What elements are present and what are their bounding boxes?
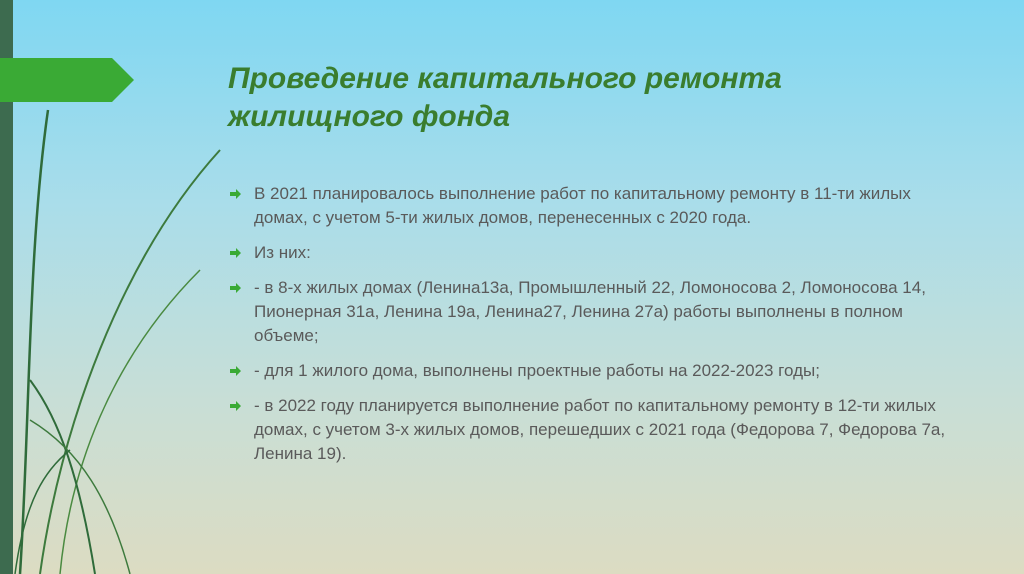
- bullet-item: [228, 182, 968, 230]
- arrow-right-icon: [228, 276, 242, 300]
- bullet-item: [228, 394, 968, 466]
- bullet-text: - в 8-х жилых домах (Ленина13а, Промышленный 22, Ломоносова 2, Ломоносова 14, Пионерная 31а, Ленина 19а, Ленина27, Ленина 27а) работы выполнены в полном объеме;: [254, 278, 926, 345]
- arrow-right-icon: [228, 241, 242, 265]
- bullet-text: В 2021 планировалось выполнение работ по капитальному ремонту в 11-ти жилых домах, с учетом 5-ти жилых домов, перенесенных с 2020 года.: [254, 184, 911, 227]
- arrow-right-icon: [228, 359, 242, 383]
- arrow-right-icon: [228, 394, 242, 418]
- bullet-text: Из них:: [254, 243, 311, 262]
- bullet-list: [228, 182, 968, 477]
- bullet-text: - в 2022 году планируется выполнение работ по капитальному ремонту в 12-ти жилых домах, с учетом 3-х жилых домов, перешедших с 2021 года (Федорова 7, Федорова 7а, Ленина 19).: [254, 396, 946, 463]
- title-arrow-shape: [0, 58, 134, 102]
- arrow-right-icon: [228, 182, 242, 206]
- slide-title: Проведение капитального ремонта жилищного фонда: [228, 62, 782, 133]
- bullet-item: [228, 241, 968, 265]
- bullet-item: [228, 276, 968, 348]
- bullet-text: - для 1 жилого дома, выполнены проектные работы на 2022-2023 годы;: [254, 361, 820, 380]
- bullet-item: [228, 359, 968, 383]
